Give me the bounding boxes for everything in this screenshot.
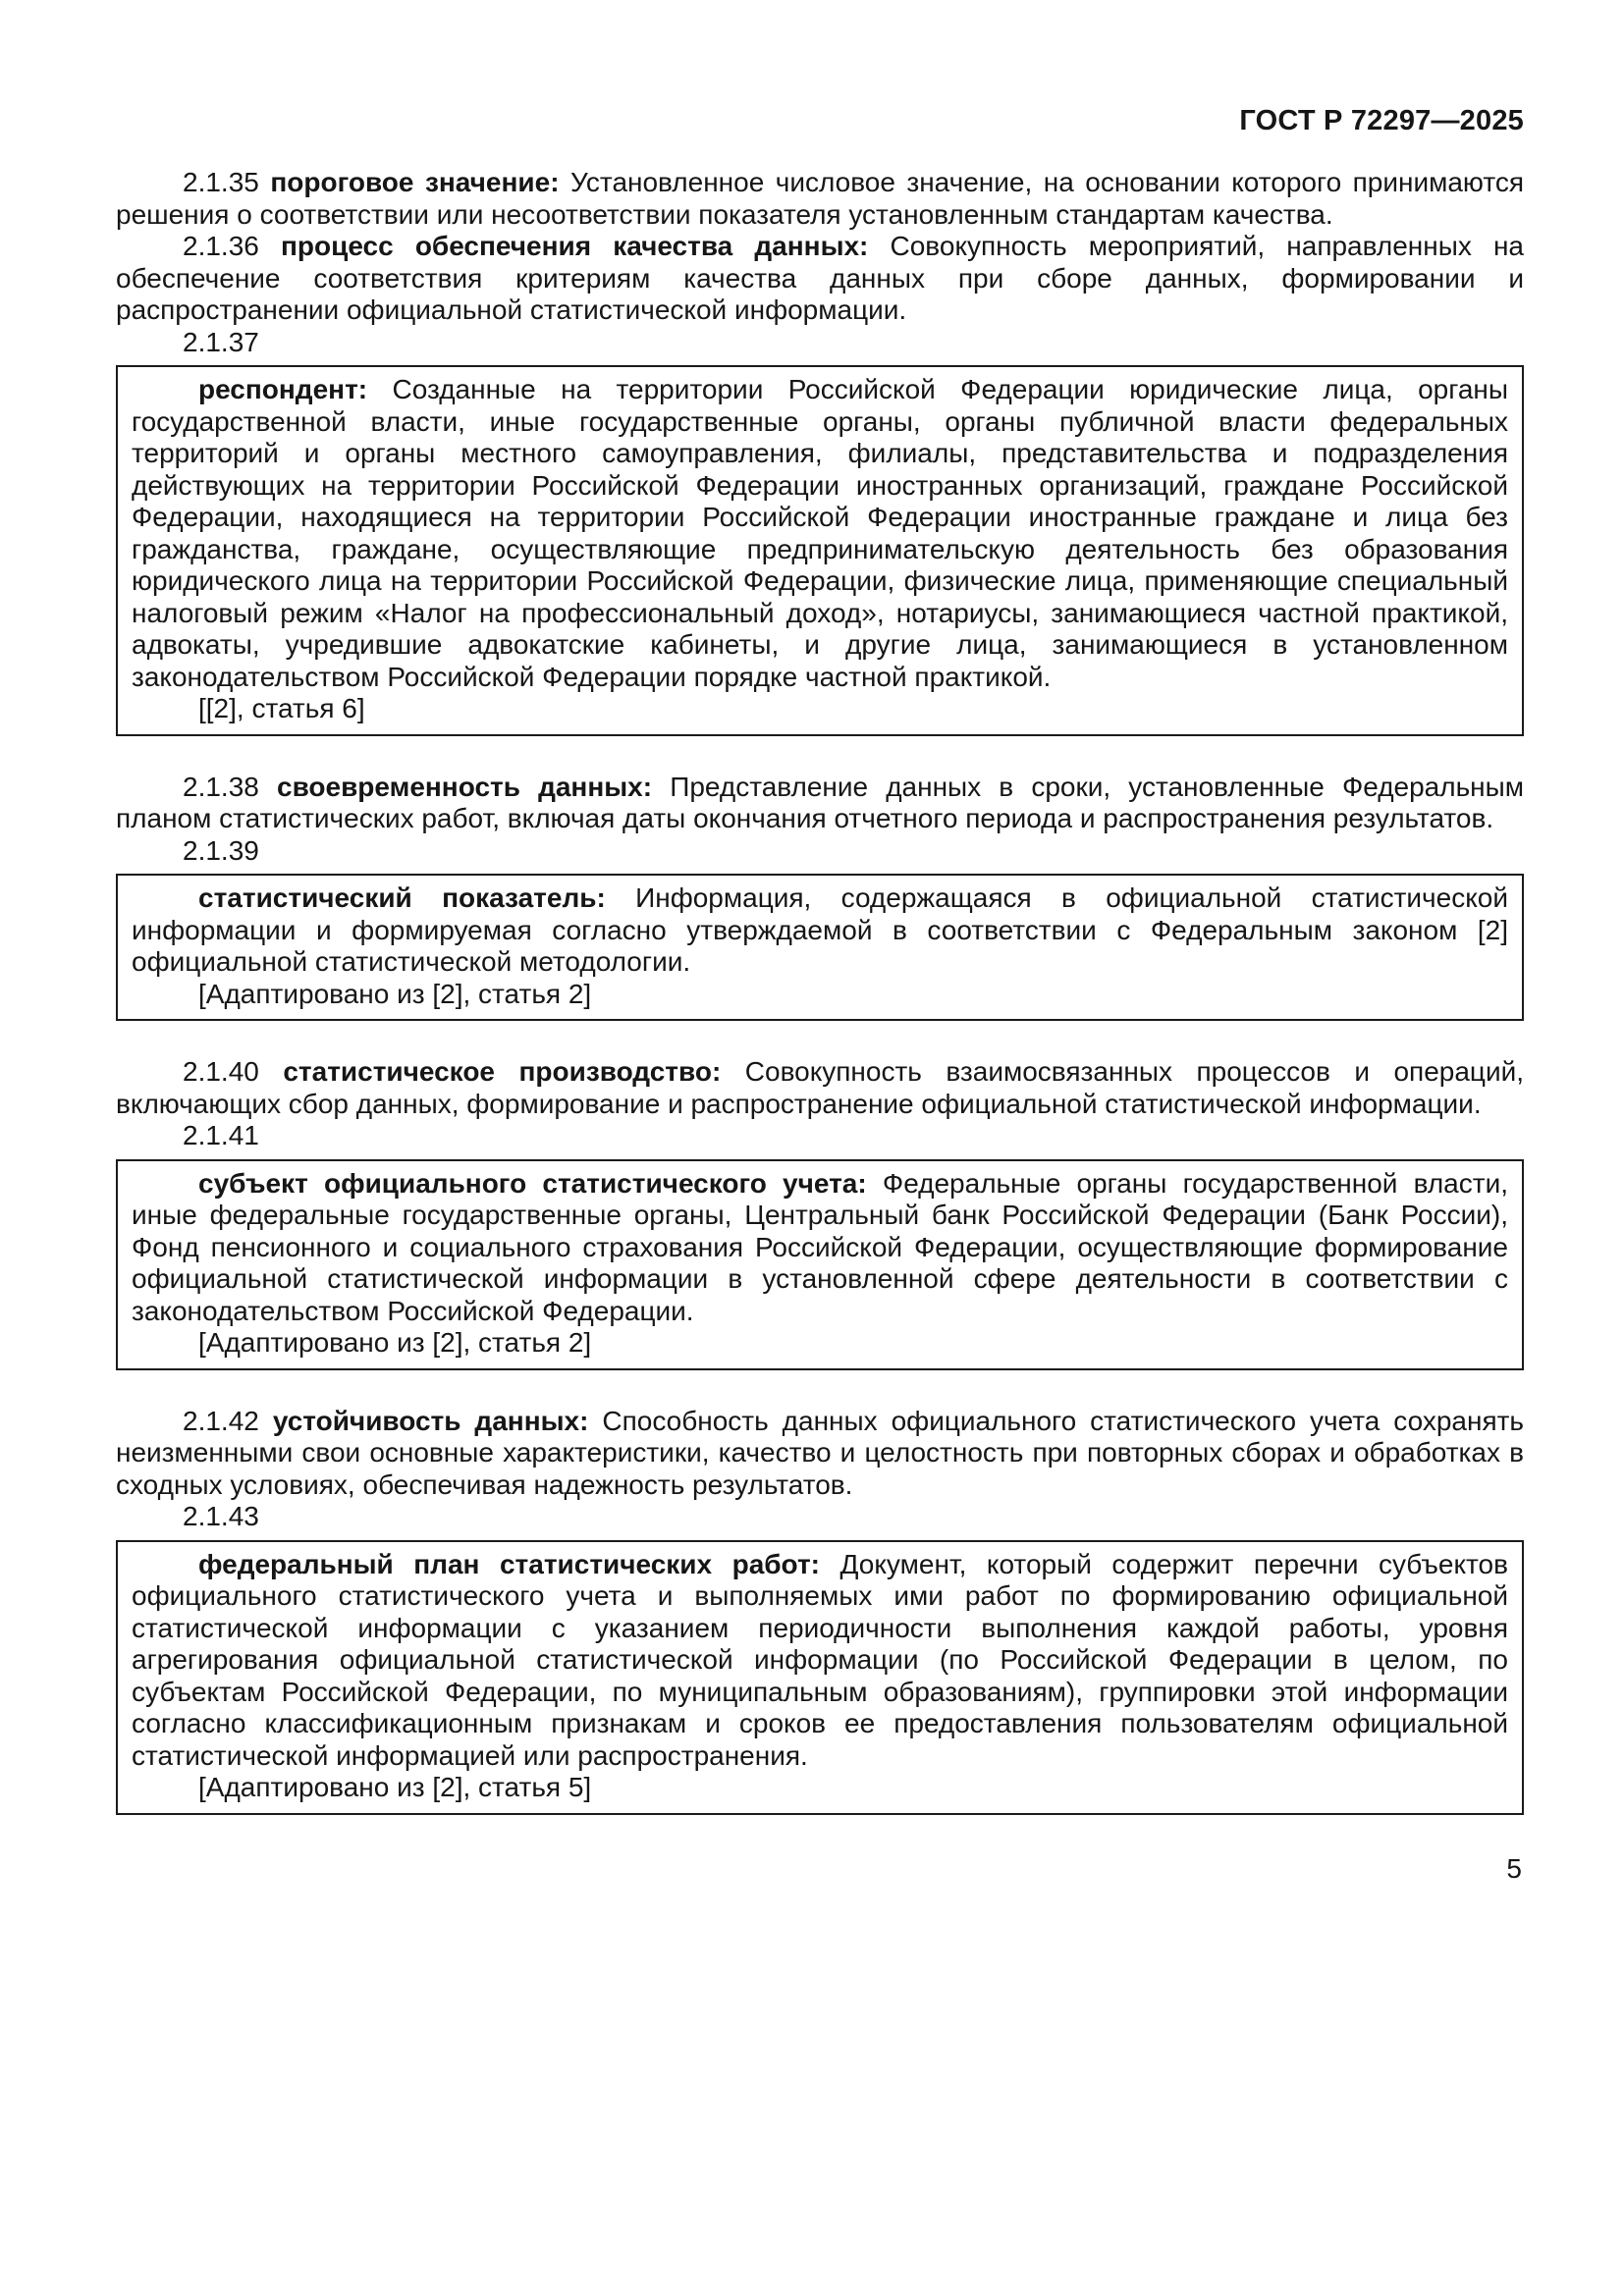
term-paragraph-2-1-42 [116, 1406, 1524, 1502]
term-source-reference: [Адаптировано из [2], статья 5] [198, 1772, 592, 1802]
term-label: респондент: [198, 374, 368, 404]
term-number: 2.1.42 [183, 1405, 259, 1436]
term-number: 2.1.35 [183, 167, 259, 197]
term-label: статистический показатель: [198, 882, 606, 913]
term-box-federal-statistical-work-plan [116, 1540, 1524, 1815]
term-definition: Представление данных в сроки, установленные Федеральным планом статистических работ, включая даты окончания отчетного периода и распространения результатов. [116, 771, 1525, 833]
term-number: 2.1.40 [183, 1056, 259, 1087]
term-number: 2.1.43 [183, 1501, 259, 1531]
term-number: 2.1.38 [183, 771, 259, 802]
term-number: 2.1.41 [183, 1120, 259, 1150]
term-source-reference: [Адаптировано из [2], статья 2] [198, 978, 592, 1009]
term-box-respondent [116, 365, 1524, 736]
term-definition: Совокупность мероприятий, направленных на обеспечение соответствия критериям качества данных при сборе данных, формировании и распространении официальной статистической информации. [116, 231, 1524, 325]
term-number-line-2-1-39 [116, 835, 1524, 868]
term-definition: Информация, содержащаяся в официальной статистической информации и формируемая согласно утверждаемой в соответствии с Федеральным законом [2] официальной статистической методологии. [132, 882, 1508, 977]
standard-designation: ГОСТ Р 72297—2025 [1239, 105, 1524, 136]
term-paragraph-2-1-36 [116, 231, 1524, 327]
term-paragraph-2-1-38 [116, 772, 1524, 835]
term-label: статистическое производство: [283, 1056, 722, 1087]
term-label: федеральный план статистических работ: [198, 1548, 820, 1579]
boxed-term-paragraph [132, 1549, 1508, 1773]
term-label: пороговое значение: [270, 167, 560, 197]
term-definition: Установленное числовое значение, на основании которого принимаются решения о соответствии или несоответствии показателя установленным стандартам качества. [116, 167, 1524, 230]
term-label: процесс обеспечения качества данных: [281, 231, 869, 261]
term-definition: Документ, который содержит перечни субъектов официального статистического учета и выполняемых ими работ по формированию официальной статистической информации с указанием периодичности выполнения каждой работы, уровня агрегирования официальной статистической информации (по Российской Федерации в целом, по субъектам Российской Федерации, по муниципальным образованиям), группировки этой информации согласно классификационным признакам и сроков ее предоставления пользователям официальной статистической информацией или распространения. [132, 1548, 1508, 1771]
document-header [116, 104, 1524, 137]
page-number: 5 [1506, 1853, 1522, 1884]
term-source-reference: [Адаптировано из [2], статья 2] [198, 1327, 592, 1358]
term-definition: Совокупность взаимосвязанных процессов и операций, включающих сбор данных, формирование и распространение официальной статистической информации. [116, 1056, 1525, 1119]
term-paragraph-2-1-40 [116, 1056, 1524, 1120]
boxed-term-paragraph [132, 1168, 1508, 1328]
term-box-official-statistics-subject [116, 1159, 1524, 1370]
page-content [116, 104, 1524, 1815]
term-definition: Федеральные органы государственной власти, иные федеральные государственные органы, Центральный банк Российской Федерации (Банк России), Фонд пенсионного и социального страхования Российской Федерации, осуществляющие формирование официальной статистической информации в установленной сфере деятельности в соответствии с законодательством Российской Федерации. [132, 1167, 1508, 1326]
term-number-line-2-1-41 [116, 1120, 1524, 1152]
term-box-statistical-indicator [116, 874, 1524, 1021]
term-number: 2.1.36 [183, 231, 259, 261]
term-number-line-2-1-37 [116, 327, 1524, 359]
term-source-reference: [[2], статья 6] [198, 693, 365, 723]
term-definition: Способность данных официального статистического учета сохранять неизменными свои основные характеристики, качество и целостность при повторных сборах и обработках в сходных условиях, обеспечивая надежность результатов. [116, 1405, 1525, 1500]
term-definition: Созданные на территории Российской Федерации юридические лица, органы государственной власти, иные государственные органы, органы публичной власти федеральных территорий и органы местного самоуправления, филиалы, представительства и подразделения действующих на территории Российской Федерации иностранных организаций, граждане Российской Федерации, находящиеся на территории Российской Федерации иностранные граждане и лица без гражданства, граждане, осуществляющие предпринимательскую деятельность без образования юридического лица на территории Российской Федерации, физические лица, применяющие специальный налоговый режим «Налог на профессиональный доход», нотариусы, занимающиеся частной практикой, адвокаты, учредившие адвокатские кабинеты, и другие лица, занимающиеся в установленном законодательством Российской Федерации порядке частной практикой. [132, 374, 1509, 692]
boxed-term-paragraph [132, 882, 1508, 979]
boxed-term-paragraph [132, 374, 1508, 693]
term-number-line-2-1-43 [116, 1501, 1524, 1533]
term-paragraph-2-1-35 [116, 167, 1524, 231]
term-number: 2.1.39 [183, 834, 259, 866]
term-label: субъект официального статистического учета: [198, 1167, 867, 1199]
term-label: устойчивость данных: [272, 1405, 589, 1436]
term-number: 2.1.37 [183, 326, 259, 357]
term-label: своевременность данных: [277, 771, 653, 802]
